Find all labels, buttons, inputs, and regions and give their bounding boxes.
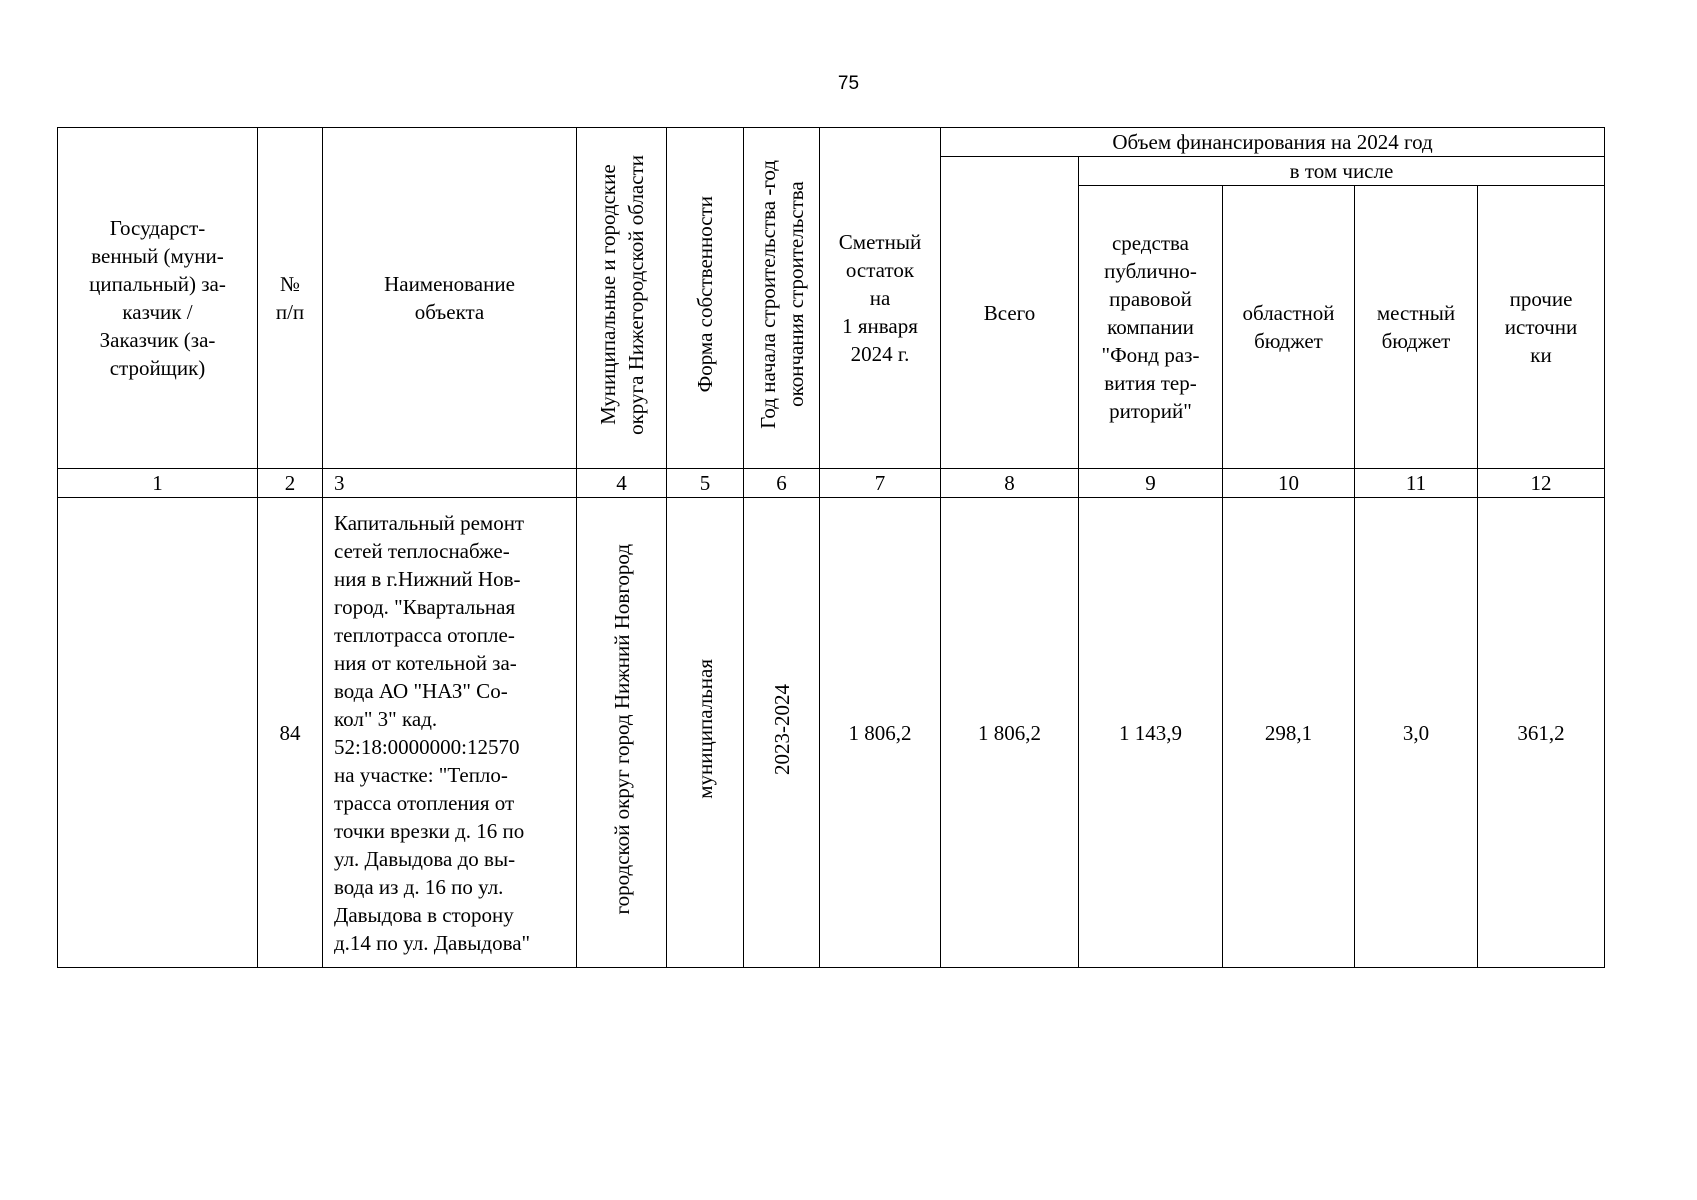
header-including: в том числе (1079, 157, 1605, 186)
header-years (744, 128, 820, 469)
row-number: 84 (258, 498, 323, 968)
column-number: 2 (258, 469, 323, 498)
row-other-sources: 361,2 (1478, 498, 1605, 968)
row-years (744, 498, 820, 968)
row-regional-budget: 298,1 (1223, 498, 1355, 968)
column-number: 3 (323, 469, 577, 498)
header-municipality-text: Муниципальные и городские округа Нижегородской области (595, 154, 648, 435)
column-number: 8 (941, 469, 1079, 498)
row-municipality (577, 498, 667, 968)
row-total: 1 806,2 (941, 498, 1079, 968)
column-number: 5 (667, 469, 744, 498)
header-municipality (577, 128, 667, 469)
row-local-budget: 3,0 (1355, 498, 1478, 968)
header-row-1 (58, 128, 1605, 157)
header-remaining: Сметный остаток на 1 января 2024 г. (820, 128, 941, 469)
header-regional-budget: областной бюджет (1223, 186, 1355, 469)
header-ownership (667, 128, 744, 469)
row-years-text: 2023-2024 (769, 683, 794, 775)
header-years-text: Год начала строительства -год окончания строительства (755, 160, 808, 429)
row-fund: 1 143,9 (1079, 498, 1223, 968)
header-number: № п/п (258, 128, 323, 469)
row-ownership-text: муниципальная (693, 659, 717, 799)
column-number: 1 (58, 469, 258, 498)
row-municipality-text: городской округ город Нижний Новгород (609, 543, 634, 915)
column-number: 12 (1478, 469, 1605, 498)
header-ownership-text: Форма собственности (693, 196, 717, 393)
header-funding-group: Объем финансирования на 2024 год (941, 128, 1605, 157)
column-number: 4 (577, 469, 667, 498)
column-number: 6 (744, 469, 820, 498)
row-remaining: 1 806,2 (820, 498, 941, 968)
row-ownership (667, 498, 744, 968)
column-number: 11 (1355, 469, 1478, 498)
header-customer: Государст- венный (муни- ципальный) за- казчик / Заказчик (за- стройщик) (58, 128, 258, 469)
header-other-sources: прочие источни ки (1478, 186, 1605, 469)
row-customer (58, 498, 258, 968)
column-number: 9 (1079, 469, 1223, 498)
header-local-budget: местный бюджет (1355, 186, 1478, 469)
column-numbers-row (58, 469, 1605, 498)
header-object-name: Наименование объекта (323, 128, 577, 469)
row-object-name: Капитальный ремонт сетей теплоснабже- ния в г.Нижний Нов- город. "Квартальная теплотрасса отопле- ния от котельной за- вода АО "НАЗ" Со- кол" 3" кад. 52:18:0000000:12570 на участке: "Тепло- трасса отопления от точки врезки д. 16 по ул. Давыдова до вы- вода из д. 16 по ул. Давыдова в сторону д.14 по ул. Давыдова" (323, 498, 577, 968)
column-number: 10 (1223, 469, 1355, 498)
table-row (58, 498, 1605, 968)
column-number: 7 (820, 469, 941, 498)
capital-repair-table (57, 127, 1605, 968)
header-fund: средства публично- правовой компании "Фонд раз- вития тер- риторий" (1079, 186, 1223, 469)
header-total: Всего (941, 157, 1079, 469)
page-number: 75 (837, 73, 860, 94)
